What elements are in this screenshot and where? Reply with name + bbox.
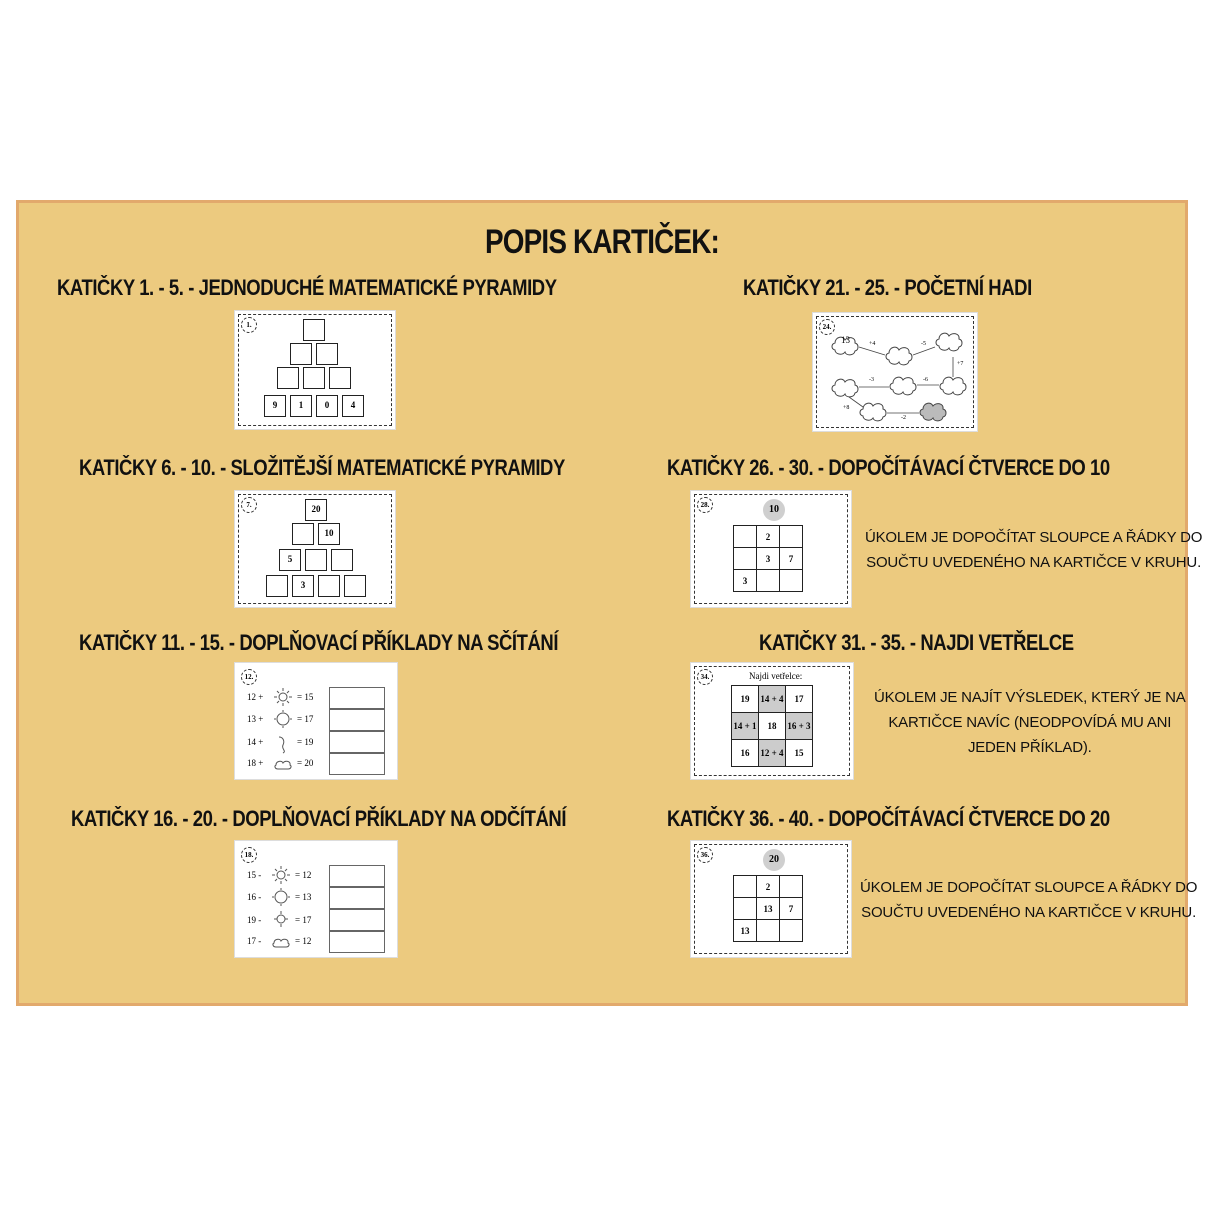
grid-cell: 15	[786, 740, 813, 767]
pyramid-cell: 20	[305, 499, 327, 521]
grid-cell	[734, 898, 757, 920]
grid-cell: 16 + 3	[786, 713, 813, 740]
card-simple-pyramid	[235, 311, 395, 429]
pyramid-cell	[318, 575, 340, 597]
picture-icons	[268, 863, 294, 959]
grid-cell: 17	[786, 686, 813, 713]
pyramid-cell	[292, 523, 314, 545]
description-line: ÚKOLEM JE DOPOČÍTAT SLOUPCE A ŘÁDKY DO	[860, 879, 1198, 896]
description-panel	[16, 200, 1203, 1006]
answer-box	[329, 931, 385, 953]
grid-cell: 18	[759, 713, 786, 740]
grid-cell: 7	[780, 898, 803, 920]
answer-box	[329, 909, 385, 931]
heading-cards-26-30: KATIČKY 26. - 30. - DOPOČÍTÁVACÍ ČTVERCE DO 10	[667, 455, 1110, 480]
square-grid	[733, 525, 803, 592]
description-line: KARTIČCE NAVÍC (NEODPOVÍDÁ MU ANI	[888, 714, 1172, 731]
grid-cell: 7	[780, 548, 803, 570]
grid-cell	[780, 876, 803, 898]
description-line: SOUČTU UVEDENÉHO NA KARTIČCE V KRUHU.	[861, 904, 1197, 921]
grid-cell: 3	[757, 548, 780, 570]
pyramid-cell: 4	[342, 395, 364, 417]
grid-cell: 12 + 4	[759, 740, 786, 767]
pyramid-cell: 10	[318, 523, 340, 545]
equation-left: 12 +	[247, 692, 264, 702]
equation-right: = 12	[295, 870, 312, 880]
pyramid-cell	[316, 343, 338, 365]
pyramid-cell: 5	[279, 549, 301, 571]
snake-start: 13	[841, 335, 850, 345]
grid-cell: 2	[757, 526, 780, 548]
snake-operation: +7	[957, 361, 964, 367]
answer-box	[329, 753, 385, 775]
equation-left: 19 -	[247, 915, 262, 925]
card-number-badge: 7.	[241, 497, 257, 513]
card-number-badge: 12.	[241, 669, 257, 685]
card-number-badge: 28.	[697, 497, 713, 513]
equation-right: = 19	[297, 737, 314, 747]
pyramid-cell	[277, 367, 299, 389]
pyramid-cell	[290, 343, 312, 365]
pyramid-cell	[329, 367, 351, 389]
grid-cell	[734, 548, 757, 570]
heading-cards-16-20: KATIČKY 16. - 20. - DOPLŇOVACÍ PŘÍKLADY NA ODČÍTÁNÍ	[71, 806, 567, 831]
pyramid-cell: 1	[290, 395, 312, 417]
pyramid-cell	[303, 319, 325, 341]
heading-cards-11-15: KATIČKY 11. - 15. - DOPLŇOVACÍ PŘÍKLADY NA SČÍTÁNÍ	[79, 630, 559, 655]
answer-box	[329, 731, 385, 753]
description-line: ÚKOLEM JE DOPOČÍTAT SLOUPCE A ŘÁDKY DO	[865, 529, 1203, 546]
equation-left: 17 -	[247, 936, 262, 946]
heading-cards-21-25: KATIČKY 21. - 25. - POČETNÍ HADI	[743, 275, 1032, 300]
answer-box	[329, 687, 385, 709]
heading-cards-1-5: KATIČKY 1. - 5. - JEDNODUCHÉ MATEMATICKÉ PYRAMIDY	[57, 275, 557, 300]
square-grid	[733, 875, 803, 942]
card-number-badge: 36.	[697, 847, 713, 863]
equation-left: 15 -	[247, 870, 262, 880]
card-number-snakes	[813, 313, 977, 431]
grid-cell: 3	[734, 570, 757, 592]
intruder-title: Najdi vetřelce:	[749, 671, 803, 681]
grid-cell: 13	[734, 920, 757, 942]
picture-icons	[270, 685, 296, 781]
card-subtraction-fill	[235, 841, 397, 957]
grid-cell: 13	[757, 898, 780, 920]
answer-box	[329, 887, 385, 909]
pyramid-cell	[303, 367, 325, 389]
card-square-20	[691, 841, 851, 957]
heading-cards-31-35: KATIČKY 31. - 35. - NAJDI VETŘELCE	[759, 630, 1074, 655]
grid-cell	[780, 526, 803, 548]
description-cards-36-40	[860, 875, 1197, 925]
pyramid-cell	[344, 575, 366, 597]
description-line: SOUČTU UVEDENÉHO NA KARTIČCE V KRUHU.	[866, 554, 1202, 571]
pyramid-cell: 3	[292, 575, 314, 597]
card-number-badge: 24.	[819, 319, 835, 335]
card-number-badge: 34.	[697, 669, 713, 685]
grid-cell: 14 + 1	[732, 713, 759, 740]
equation-right: = 13	[295, 892, 312, 902]
equation-right: = 17	[297, 714, 314, 724]
card-square-10	[691, 491, 851, 607]
pyramid-cell	[331, 549, 353, 571]
grid-cell	[734, 876, 757, 898]
snake-operation: +4	[869, 341, 876, 347]
grid-cell	[780, 570, 803, 592]
card-number-badge: 1.	[241, 317, 257, 333]
answer-box	[329, 709, 385, 731]
card-complex-pyramid	[235, 491, 395, 607]
equation-left: 16 -	[247, 892, 262, 902]
grid-cell	[757, 920, 780, 942]
snake-operation: -5	[921, 341, 926, 347]
equation-right: = 12	[295, 936, 312, 946]
equation-right: = 20	[297, 758, 314, 768]
intruder-grid	[731, 685, 813, 767]
pyramid-cell	[305, 549, 327, 571]
description-line: JEDEN PŘÍKLAD).	[967, 739, 1092, 756]
grid-cell	[780, 920, 803, 942]
grid-cell: 19	[732, 686, 759, 713]
pyramid-cell: 0	[316, 395, 338, 417]
target-sum-circle: 20	[763, 849, 785, 871]
equation-left: 13 +	[247, 714, 264, 724]
grid-cell	[757, 570, 780, 592]
grid-cell: 16	[732, 740, 759, 767]
pyramid-cell	[266, 575, 288, 597]
equation-right: = 15	[297, 692, 314, 702]
description-cards-31-35	[874, 685, 1186, 760]
snake-operation: -2	[901, 415, 906, 421]
answer-box	[329, 865, 385, 887]
snake-operation: -3	[869, 377, 874, 383]
card-addition-fill	[235, 663, 397, 779]
card-number-badge: 18.	[241, 847, 257, 863]
equation-left: 14 +	[247, 737, 264, 747]
equation-left: 18 +	[247, 758, 264, 768]
description-cards-26-30	[865, 525, 1202, 575]
page-title: POPIS KARTIČEK:	[484, 223, 719, 261]
card-find-intruder	[691, 663, 853, 779]
snake-operation: -6	[923, 377, 928, 383]
description-line: ÚKOLEM JE NAJÍT VÝSLEDEK, KTERÝ JE NA	[874, 689, 1186, 706]
heading-cards-36-40: KATIČKY 36. - 40. - DOPOČÍTÁVACÍ ČTVERCE DO 20	[667, 806, 1110, 831]
snake-operation: +8	[843, 405, 850, 411]
equation-right: = 17	[295, 915, 312, 925]
pyramid-cell: 9	[264, 395, 286, 417]
heading-cards-6-10: KATIČKY 6. - 10. - SLOŽITĚJŠÍ MATEMATICKÉ PYRAMIDY	[79, 455, 565, 480]
grid-cell: 14 + 4	[759, 686, 786, 713]
cloud-chain-icon	[813, 313, 977, 431]
grid-cell: 2	[757, 876, 780, 898]
target-sum-circle: 10	[763, 499, 785, 521]
grid-cell	[734, 526, 757, 548]
